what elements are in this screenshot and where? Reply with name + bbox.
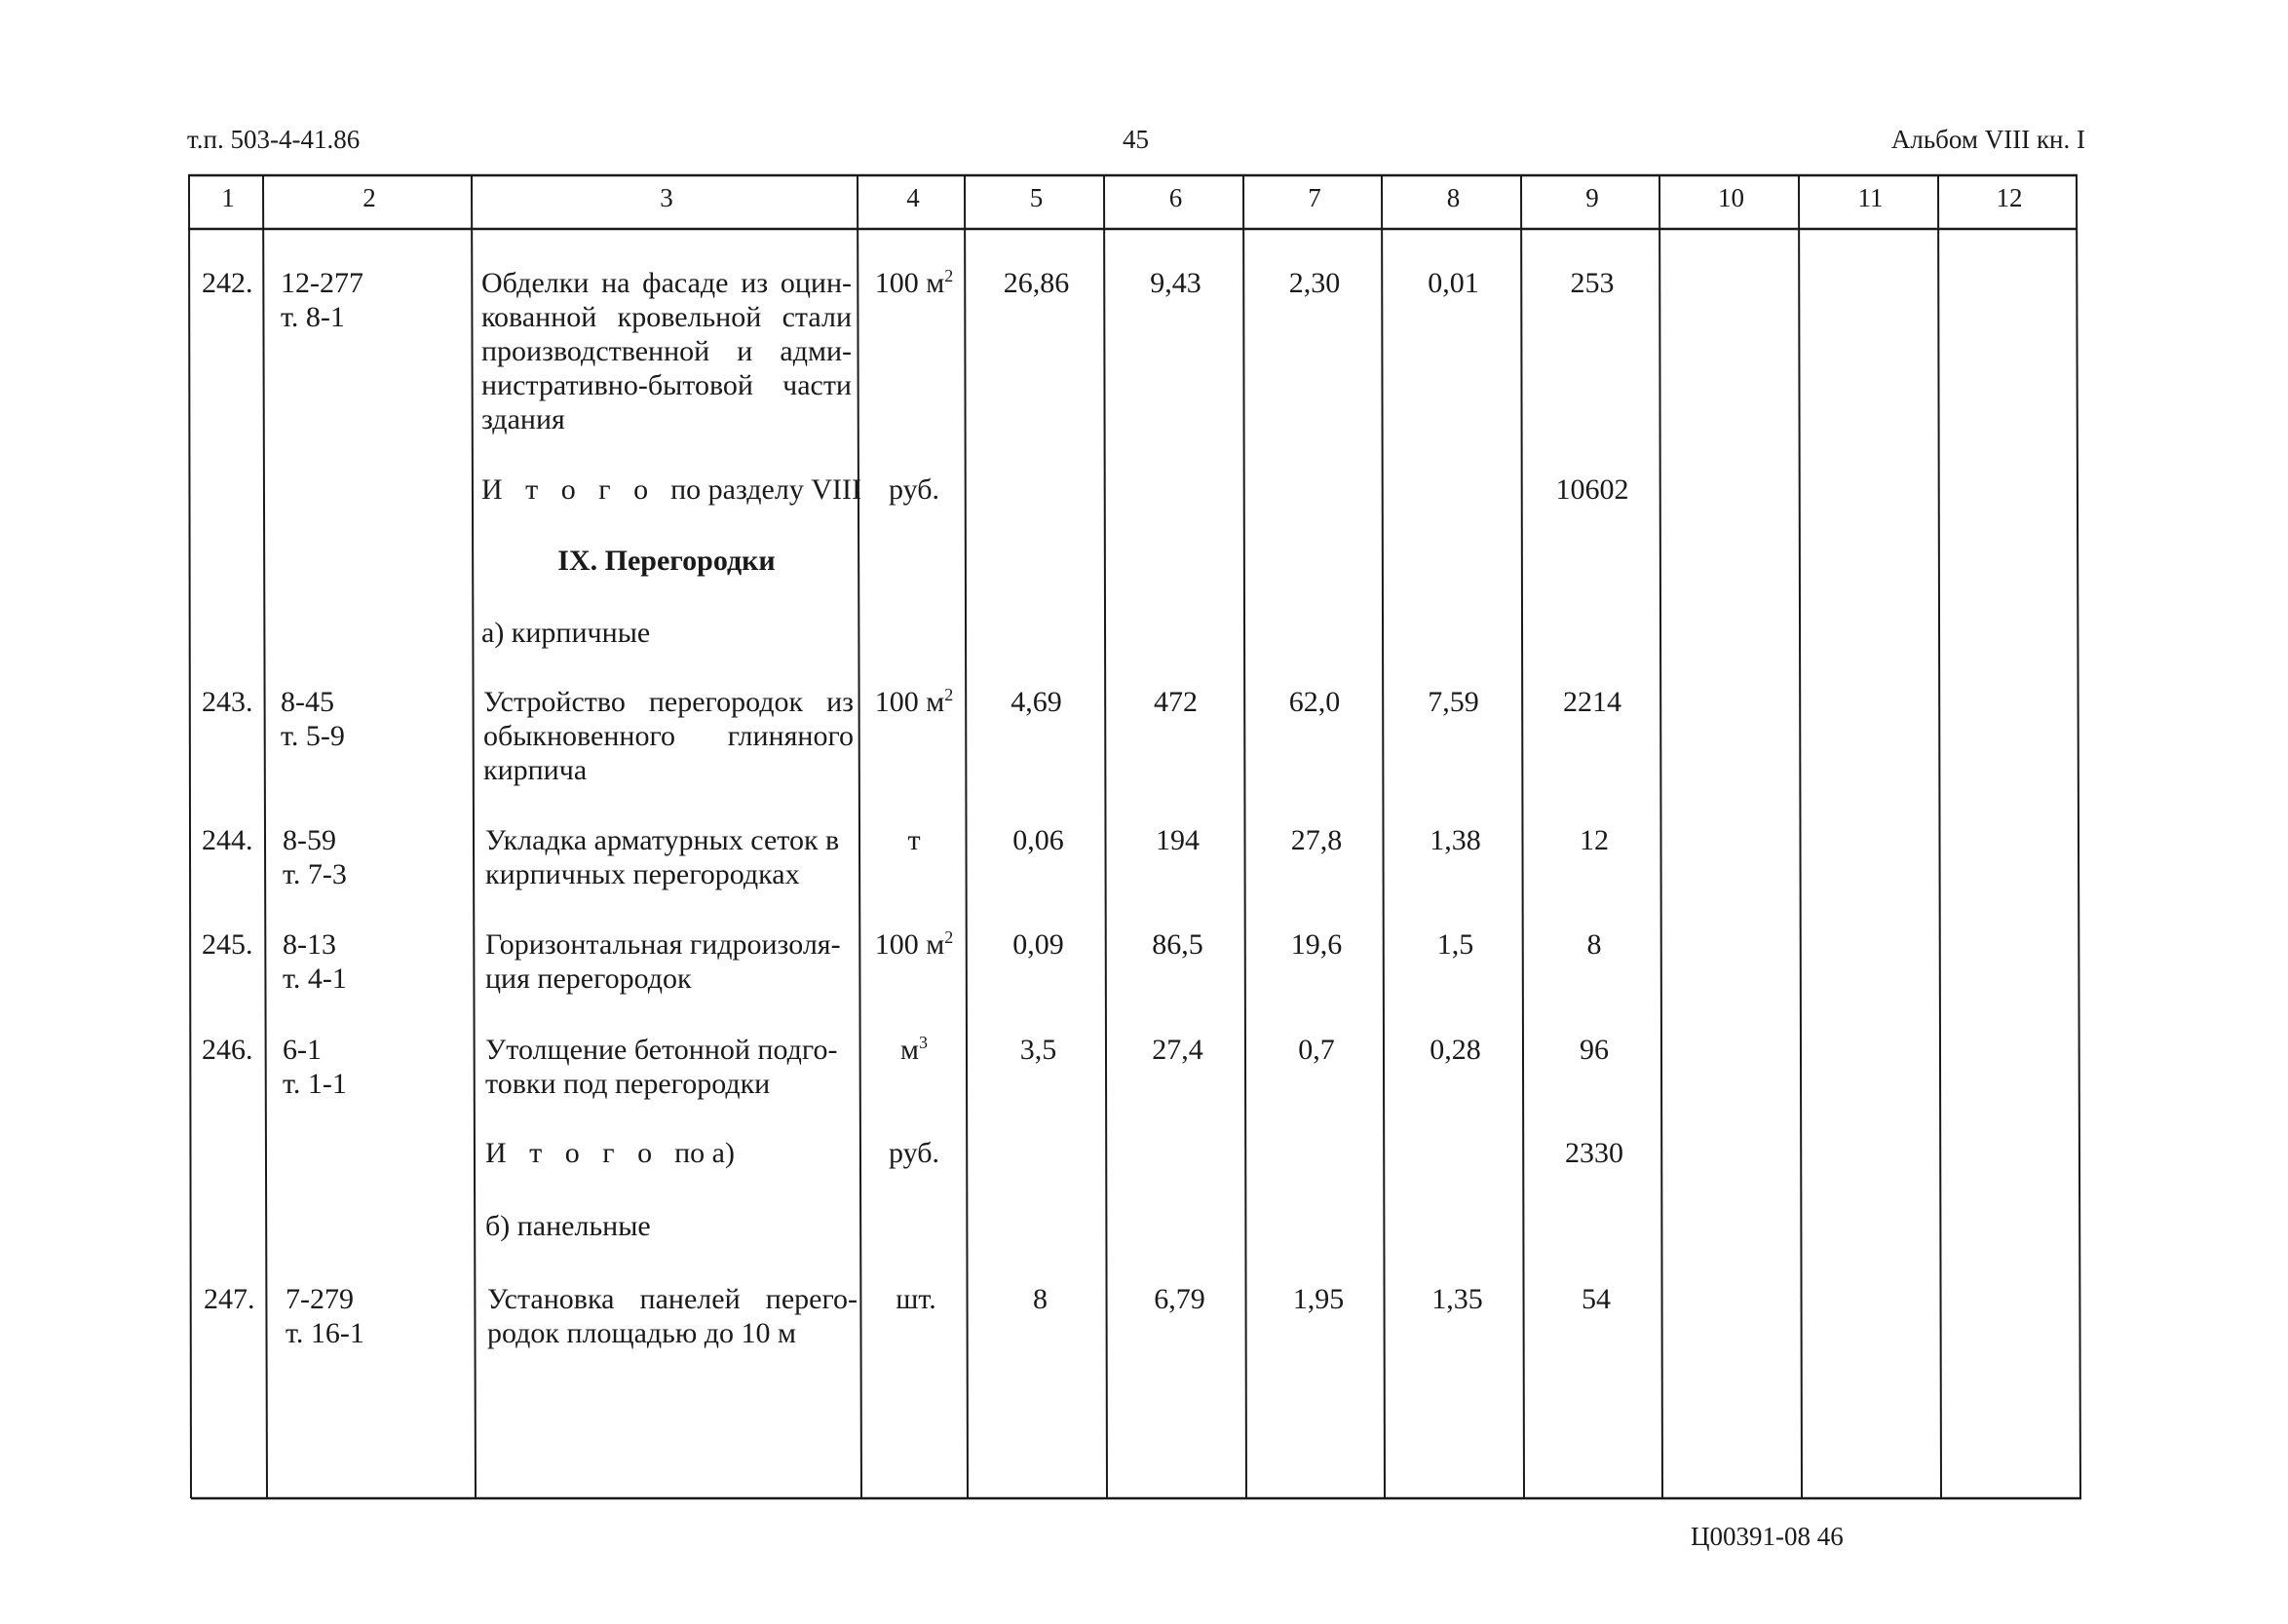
unit: 100 $м^2$ [874,927,954,961]
row-number: 245. [202,928,253,961]
wage-cost: 2,30 [1288,267,1341,299]
quantity: 4,69 [1011,686,1062,718]
unit-cost: 9,43 [1150,267,1201,299]
total-cost: 253 [1570,267,1615,299]
total-cost: 96 [1580,1034,1609,1066]
column-header-9: 9 [1585,183,1599,212]
wage-cost: 27,8 [1290,824,1343,856]
norm-code: 8-45 [281,686,334,718]
norm-code: 8-13 [283,928,336,961]
column-header-6: 6 [1168,183,1183,212]
total-cost: 2330 [1565,1137,1623,1169]
unit: $м^3$ [900,1033,928,1066]
column-header-5: 5 [1029,183,1044,212]
column-header-2: 2 [362,183,376,212]
unit: т [907,824,921,856]
work-description: Обделки на фасаде из оцин-кованной кровельной стали производственной и адми-нистративно-бытовой части здания [481,267,852,435]
norm-table: т. 16-1 [286,1317,364,1349]
column-header-1: 1 [221,183,235,212]
machine-cost: 1,38 [1430,824,1481,856]
total-cost: 54 [1582,1283,1611,1315]
column-header-8: 8 [1446,183,1461,212]
subsection-heading: а) кирпичные [481,617,651,649]
column-header-3: 3 [660,183,673,212]
wage-cost: 1,95 [1292,1283,1345,1315]
row-number: 243. [202,686,253,718]
work-description: Укладка арматурных сеток в кирпичных перегородках [485,824,840,890]
subsection-heading: б) панельные [485,1210,651,1242]
quantity: 3,5 [1019,1034,1057,1066]
unit-cost: 6,79 [1154,1283,1205,1315]
norm-code: 12-277 [281,267,363,299]
section-heading: IX. Перегородки [557,545,776,577]
document-reference: т.п. 503-4-41.86 [187,125,361,154]
quantity: 0,06 [1012,824,1064,856]
norm-table: т. 7-3 [283,858,347,890]
norm-code: 6-1 [283,1034,322,1066]
machine-cost: 7,59 [1428,686,1479,718]
quantity: 26,86 [1003,267,1070,299]
norm-table: т. 8-1 [281,301,345,333]
total-label: И т о г о по а) [485,1137,735,1169]
quantity: 0,09 [1012,928,1064,961]
total-label: И т о г о по разделу VIII [481,473,861,506]
work-description: Утолщение бетонной подго-товки под перегородки [485,1034,838,1100]
row-number: 242. [202,267,253,299]
column-header-4: 4 [906,183,920,212]
norm-table: т. 1-1 [283,1068,347,1100]
unit: шт. [896,1283,936,1315]
wage-cost: 62,0 [1288,686,1341,718]
machine-cost: 0,28 [1430,1034,1481,1066]
unit: 100 $м^2$ [874,685,954,718]
machine-cost: 1,5 [1436,928,1474,961]
work-description: Установка панелей перего-родок площадью до 10 м [487,1283,858,1349]
unit: руб. [889,1137,939,1169]
unit: 100 $м^2$ [874,266,954,299]
wage-cost: 19,6 [1290,928,1343,961]
norm-code: 8-59 [283,824,336,856]
page-number: 45 [1123,125,1149,154]
total-cost: 10602 [1555,473,1629,506]
column-header-7: 7 [1308,183,1321,212]
norm-table: т. 4-1 [283,963,347,995]
unit-cost: 472 [1154,686,1198,718]
row-number: 247. [204,1283,255,1315]
row-number: 246. [202,1034,253,1066]
wage-cost: 0,7 [1298,1034,1335,1066]
row-number: 244. [202,824,253,856]
column-header-10: 10 [1718,183,1744,212]
document-code: Ц00391-08 46 [1691,1522,1844,1551]
work-description: Горизонтальная гидроизоля-ция перегородок [485,928,841,995]
unit-cost: 86,5 [1152,928,1203,961]
column-header-11: 11 [1857,183,1884,212]
machine-cost: 0,01 [1428,267,1479,299]
unit-cost: 27,4 [1152,1034,1203,1066]
machine-cost: 1,35 [1431,1283,1483,1315]
total-cost: 8 [1586,928,1602,961]
work-description: Устройство перегородок из обыкновенного глиняного кирпича [483,686,854,786]
unit-cost: 194 [1156,824,1200,856]
norm-table: т. 5-9 [281,720,345,752]
quantity: 8 [1033,1283,1048,1315]
column-header-12: 12 [1996,183,2023,212]
norm-code: 7-279 [286,1283,354,1315]
total-cost: 12 [1580,824,1609,856]
total-cost: 2214 [1563,686,1621,718]
album-reference: Альбом VIII кн. I [1890,125,2085,154]
unit: руб. [889,473,939,506]
